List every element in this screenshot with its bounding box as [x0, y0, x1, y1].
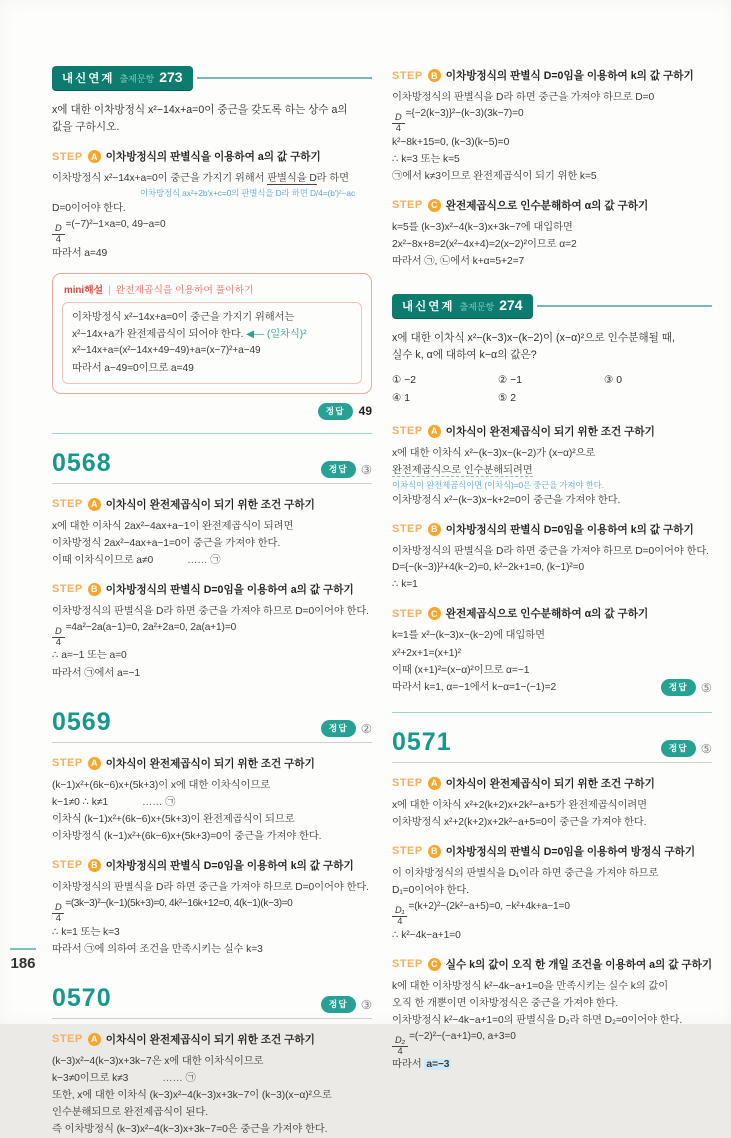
step-letter-c-icon: C [428, 199, 441, 212]
condition-ref: …… ㉠ [187, 554, 221, 566]
exam-tag-sub: 출제문항 [119, 74, 155, 84]
solution-line: x에 대한 이차식 x²+2(k+2)x+2k²−a+5가 완전제곱식이려면 [392, 799, 648, 811]
solution-line: 이차방정식의 판별식을 D라 하면 중근을 가져야 하므로 D=0이어야 한다. [52, 881, 369, 893]
solution-line: 따라서 ㉠에서 a=−1 [52, 667, 141, 679]
left-column [52, 66, 372, 1138]
exam-tag-sub: 출제문항 [459, 302, 495, 313]
highlighted-answer: a=−3 [426, 1059, 450, 1071]
solution-line: x에 대한 이차식 2ax²−4ax+a−1이 완전제곱식이 되려면 [52, 520, 294, 532]
solution-line-fraction: $\frac{\text{D₂}}{4}$ =(−2)²−(−a+1)=0, a+3=0 [392, 1029, 712, 1057]
fraction: $\frac{\text{D₁}}{4}$ [392, 906, 407, 927]
exam-tag-row-274 [392, 294, 712, 318]
step-c-header: STEP C 완전제곱식으로 인수분해하여 α의 값 구하기 [392, 607, 649, 621]
fraction: $\frac{D}{4}$ [52, 627, 65, 648]
solution-line: k=5를 (k−3)x²−4(k−3)x+3k−7에 대입하면 [392, 221, 573, 233]
problem-number: 0571 [392, 727, 452, 756]
solution-line: 따라서 k=1, α=−1에서 k−α=1−(−1)=2 [392, 681, 557, 693]
solution-line: 이차식 (k−1)x²+(6k−6)x+(5k+3)이 완전제곱식이 되므로 [52, 813, 295, 825]
problem-header [52, 708, 372, 743]
problem-0571 [392, 728, 712, 1074]
step-letter-a-icon: A [88, 498, 101, 511]
solution-line: ∴ k²−4k−a+1=0 [392, 929, 461, 941]
solution-line: 이차방정식의 판별식을 D라 하면 중근을 가져야 하므로 D=0이어야 한다. [392, 545, 709, 557]
solution-line: 따라서 a=49 [52, 247, 108, 259]
exam-tag-number: 273 [159, 69, 183, 85]
exam-problem-273 [52, 66, 372, 420]
solution-line: 따라서 ㉠에 의하여 조건을 만족시키는 실수 k=3 [52, 943, 263, 955]
solution-line: x²−14x+a가 완전제곱식이 되어야 한다. ◀— (일차식)² [72, 328, 307, 340]
solution-line: 이차방정식 x²−14x+a=0이 중근을 가지기 위해서는 [72, 311, 295, 323]
solution-line: 이차방정식 x²−(k−3)x−k+2=0이 중근을 가져야 한다. [392, 494, 621, 506]
step-word: STEP [52, 150, 83, 163]
solution-line: D=0이어야 한다. [52, 203, 126, 214]
solution-line-fraction: $\frac{D}{4}$ ={−2(k−3)}²−(k−3)(3k−7)=0 [392, 106, 712, 134]
step-letter-b-icon: B [428, 69, 441, 82]
step-letter-a-icon: A [428, 777, 441, 790]
underlined-term: 판별식을 D [267, 173, 317, 185]
margin-note-blue: 이차식이 완전제곱식이면 (이차식)=0은 중근을 가져야 한다. [392, 479, 604, 490]
solution-line: 따라서 a=−3 [392, 1059, 450, 1071]
solution-line-fraction: $\frac{\text{D₁}}{4}$ =(k+2)²−(2k²−a+5)=0, −k²+4k+a−1=0 [392, 899, 712, 927]
answer-badge: 정답 ⑤ [661, 679, 712, 696]
solution-line: x²+2x+1=(x+1)² [392, 647, 461, 659]
step-a-header: STEP A 이차식이 완전제곱식이 되기 위한 조건 구하기 [52, 757, 315, 770]
solution-line: D={−(k−3)}²+4(k−2)=0, k²−2k+1=0, (k−1)²=0 [392, 561, 584, 573]
step-a-header: STEP A 이차식이 완전제곱식이 되기 위한 조건 구하기 [392, 777, 655, 790]
solution-line: 따라서 ㉠, ㉡에서 k+α=5+2=7 [392, 255, 525, 267]
answer-choice: ③ [360, 462, 372, 477]
right-column [392, 66, 712, 1138]
section-divider [392, 712, 712, 713]
question-line: x에 대한 이차식 x²−(k−3)x−(k−2)이 (x−α)²으로 인수분해될 때, [392, 332, 675, 345]
answer-choice: ⑤ [700, 741, 712, 756]
solution-line: 이때 이차식이므로 a≠0 …… ㉠ [52, 554, 221, 566]
mini-title: 완전제곱식을 이용하여 풀이하기 [115, 284, 254, 296]
solution-line: 즉 이차방정식 (k−3)x²−4(k−3)x+3k−7=0은 중근을 가져야 한다. [52, 1123, 328, 1135]
solution-line: 이차방정식의 판별식을 D라 하면 중근을 가져야 하므로 D=0 [392, 92, 655, 103]
solution-line [392, 462, 712, 479]
solution-line-fraction: $\frac{D}{4}$ =(3k−3)²−(k−1)(5k+3)=0, 4k²−16k+12=0, 4(k−1)(k−3)=0 [52, 896, 372, 924]
solution-line: k에 대한 이차방정식 k²−4k−a+1=0을 만족시키는 실수 k의 값이 [392, 980, 669, 992]
answer-line [392, 679, 712, 696]
problem-0569 [52, 708, 372, 958]
step-letter-a-icon: A [88, 757, 101, 770]
mini-solution-box [52, 273, 372, 394]
solution-line: 오직 한 개뿐이면 이차방정식은 중근을 가져야 한다. [392, 997, 619, 1009]
question-line: x에 대한 이차방정식 x²−14x+a=0이 중근을 갖도록 하는 상수 a의 [52, 104, 348, 116]
solution-line: ∴ k=1 또는 k=3 [52, 926, 120, 938]
exam-tag-brand: 내신연계 [402, 301, 455, 314]
mini-label: mini해설 [64, 284, 104, 296]
problem-number: 0570 [52, 983, 112, 1012]
solution-line: 이차방정식 x²−14x+a=0이 중근을 가지기 위해서 판별식을 D라 하면 [52, 173, 349, 185]
solution-line: ∴ a=−1 또는 a=0 [52, 650, 127, 662]
fraction: $\frac{\text{D₂}}{4}$ [392, 1036, 408, 1057]
question-line: 값을 구하시오. [52, 121, 120, 134]
solution-line: 이차방정식 (k−1)x²+(6k−6)x+(5k+3)=0이 중근을 가져야 한다. [52, 830, 322, 842]
step-a-header: STEP A 이차식이 완전제곱식이 되기 위한 조건 구하기 [392, 425, 655, 438]
answer-badge: 정답 ③ [321, 996, 372, 1013]
fraction: $\frac{D}{4}$ [52, 224, 65, 245]
problem-header [52, 449, 372, 484]
step-letter-b-icon: B [88, 583, 101, 596]
answer-pill: 정답 [318, 403, 353, 420]
solution-line: 인수분해되므로 완전제곱식이 된다. [52, 1106, 208, 1118]
answer-badge: 정답 ③ [321, 461, 372, 478]
step-b-header: STEP B 이차방정식의 판별식 D=0임을 이용하여 방정식 구하기 [392, 845, 696, 858]
problem-header [392, 728, 712, 763]
solution-line: 2x²−8x+8=2(x²−4x+4)=2(x−2)²이므로 α=2 [392, 238, 577, 250]
tag-rule-line [537, 305, 712, 307]
answer-badge: 정답 ⑤ [661, 740, 712, 757]
solution-line-fraction: $\frac{D}{4}$ =4a²−2a(a−1)=0, 2a²+2a=0, 2a(a+1)=0 [52, 620, 372, 648]
choice-row-1 [392, 372, 712, 390]
solution-line: 이차방정식 k²−4k−a+1=0의 판별식을 D₂라 하면 D₂=0이어야 한다. [392, 1014, 683, 1026]
answer-badge: 정답 ② [321, 720, 372, 737]
choice-4: ④ 1 [392, 393, 410, 405]
solution-line: ∴ k=1 [392, 579, 418, 591]
step-a-header [52, 149, 372, 164]
fraction: $\frac{D}{4}$ [392, 113, 405, 134]
solution-line: (k−1)x²+(6k−6)x+(5k+3)이 x에 대한 이차식이므로 [52, 779, 271, 791]
problem-0568 [52, 449, 372, 682]
mini-box-header: mini해설 | 완전제곱식을 이용하여 풀이하기 [64, 284, 254, 296]
solution-line: 또한, x에 대한 이차식 (k−3)x²−4(k−3)x+3k−7이 (k−3)(x−α)²으로 [52, 1089, 332, 1101]
problem-header [52, 984, 372, 1019]
answer-row [52, 403, 372, 420]
solution-line: k²−8k+15=0, (k−3)(k−5)=0 [392, 136, 510, 148]
step-a-header: STEP A 이차식이 완전제곱식이 되기 위한 조건 구하기 [52, 1033, 315, 1046]
answer-choice: ⑤ [700, 680, 712, 695]
solution-line-fraction: $\frac{D}{4}$ =(−7)²−1×a=0, 49−a=0 [52, 217, 372, 245]
step-b-header: STEP B 이차방정식의 판별식 D=0임을 이용하여 a의 값 구하기 [52, 583, 354, 596]
choice-row-2 [392, 390, 712, 408]
question-line: 실수 k, α에 대하여 k−α의 값은? [392, 349, 537, 362]
two-column-layout [52, 66, 711, 1138]
section-divider [52, 433, 372, 434]
step-title: 이차방정식의 판별식을 이용하여 a의 값 구하기 [105, 151, 321, 164]
tag-rule-line [197, 77, 372, 79]
exam-tag-row-273 [52, 66, 372, 90]
step-a-header: STEP A 이차식이 완전제곱식이 되기 위한 조건 구하기 [52, 498, 315, 511]
arrow-annotation: ◀— (일차식)² [246, 328, 307, 340]
answer-value: 49 [358, 404, 372, 419]
exam-tag-273 [52, 66, 193, 90]
mini-box-body [62, 302, 362, 384]
solution-line: ㉠에서 k≠3이므로 완전제곱식이 되기 위한 k=5 [392, 170, 597, 182]
exam-tag-number: 274 [499, 297, 523, 314]
problem-number: 0568 [52, 448, 112, 477]
choice-3: ③ 0 [604, 375, 622, 387]
step-b-header: STEP B 이차방정식의 판별식 D=0임을 이용하여 k의 값 구하기 [392, 523, 694, 536]
solution-line: 이차방정식 2ax²−4ax+a−1=0이 중근을 가져야 한다. [52, 537, 281, 549]
step-letter-b-icon: B [428, 523, 441, 536]
margin-note-blue: 이차방정식 ax²+2b′x+c=0의 판별식을 D라 하면 D/4=(b′)²−ac [140, 188, 356, 199]
choice-1: ① −2 [392, 375, 417, 387]
step-letter-c-icon: C [428, 607, 441, 620]
solution-line: 이때 (x+1)²=(x−α)²이므로 α=−1 [392, 664, 530, 676]
condition-ref: …… ㉠ [141, 796, 176, 808]
choice-2: ② −1 [498, 375, 523, 387]
solution-line: D₁=0이어야 한다. [392, 885, 470, 897]
underlined-phrase: 완전제곱식으로 인수분해되려면 [392, 464, 533, 476]
step-b-header: STEP B 이차방정식의 판별식 D=0임을 이용하여 k의 값 구하기 [52, 859, 354, 872]
exam-tag-274 [392, 294, 533, 318]
answer-choice: ③ [360, 997, 372, 1012]
problem-0570-continued [392, 68, 712, 270]
problem-number: 0569 [52, 707, 112, 736]
solution-line: x²−14x+a=(x²−14x+49−49)+a=(x−7)²+a−49 [72, 344, 261, 356]
step-letter-c-icon: C [428, 958, 441, 971]
solution-line: 이 이차방정식의 판별식을 D₁이라 하면 중근을 가져야 하므로 [392, 867, 659, 879]
step-letter-b-icon: B [88, 859, 101, 872]
page-number: 186 [10, 955, 36, 972]
answer-choice: ② [360, 721, 372, 736]
page-number-rule [10, 948, 36, 950]
exam-tag-brand: 내신연계 [62, 73, 115, 85]
step-letter-a-icon: A [428, 425, 441, 438]
solution-line: x에 대한 이차식 x²−(k−3)x−(k−2)가 (x−α)²으로 [392, 447, 596, 459]
solution-line: k=1를 x²−(k−3)x−(k−2)에 대입하면 [392, 630, 545, 642]
fraction: $\frac{D}{4}$ [52, 903, 64, 924]
condition-ref: …… ㉠ [162, 1072, 196, 1084]
problem-0570 [52, 984, 372, 1138]
step-c-header: STEP C 실수 k의 값이 오직 한 개일 조건을 이용하여 a의 값 구하기 [392, 958, 713, 971]
step-b-header: STEP B 이차방정식의 판별식 D=0임을 이용하여 k의 값 구하기 [392, 69, 694, 82]
solution-line: 이차방정식의 판별식을 D라 하면 중근을 가져야 하므로 D=0이어야 한다. [52, 605, 369, 617]
choice-5: ⑤ 2 [498, 393, 516, 405]
step-letter-a-icon: A [88, 1033, 101, 1046]
step-c-header: STEP C 완전제곱식으로 인수분해하여 α의 값 구하기 [392, 199, 649, 212]
solution-line: 따라서 a−49=0이므로 a=49 [72, 362, 194, 374]
solution-line: 이차방정식 x²+2(k+2)x+2k²−a+5=0이 중근을 가져야 한다. [392, 816, 647, 828]
step-letter-b-icon: B [428, 845, 441, 858]
solution-line: (k−3)x²−4(k−3)x+3k−7은 x에 대한 이차식이므로 [52, 1055, 264, 1067]
solution-line: ∴ k=3 또는 k=5 [392, 153, 460, 165]
solution-line: k−3≠0이므로 k≠3 …… ㉠ [52, 1072, 196, 1084]
solution-line: k−1≠0 ∴ k≠1 …… ㉠ [52, 796, 176, 808]
exam-problem-274 [392, 294, 712, 696]
step-letter-a-icon: A [88, 150, 101, 163]
page-number-block [10, 948, 36, 972]
